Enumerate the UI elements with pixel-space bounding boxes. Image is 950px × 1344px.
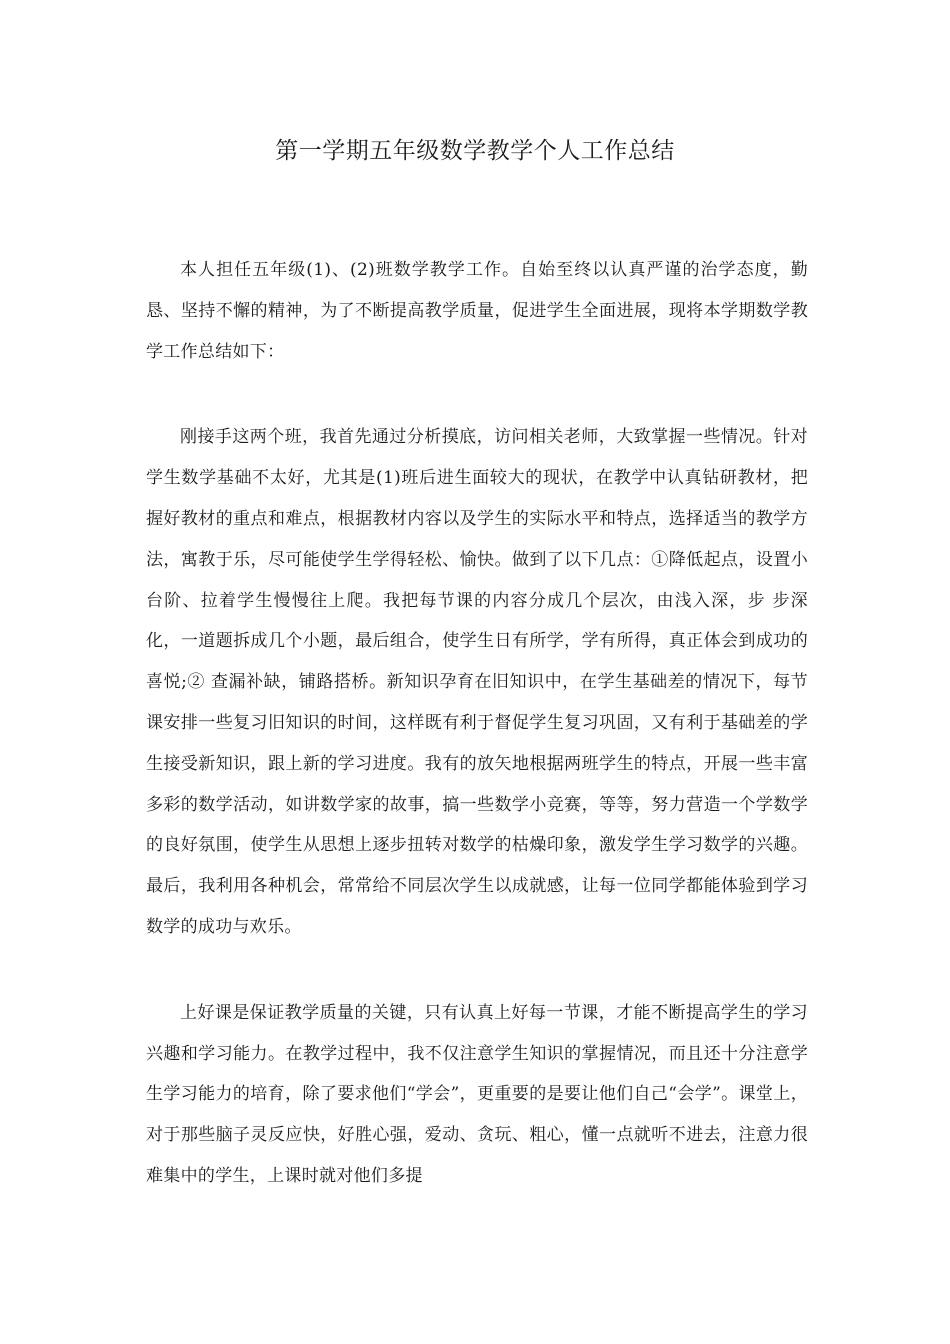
paragraph-teaching-methods: 刚接手这两个班，我首先通过分析摸底，访问相关老师，大致掌握一些情况。针对学生数学基础不太好，尤其是(1)班后进生面较大的现状，在教学中认真钻研教材，把握好教材的重点和难点，根据教材内容以及学生的实际水平和特点，选择适当的教学方法，寓教于乐，尽可能使学生学得轻松、愉快。做到了以下几点：①降低起点，设置小台阶、拉着学生慢慢往上爬。我把每节课的内容分成几个层次，由浅入深，步 步深化，一道题拆成几个小题，最后组合，使学生日有所学，学有所得，真正体会到成功的喜悦;② 查漏补缺，铺路搭桥。新知识孕育在旧知识中，在学生基础差的情况下，每节课安排一些复习旧知识的时间，这样既有利于督促学生复习巩固，又有利于基础差的学生接受新知识，跟上新的学习进度。我有的放矢地根据两班学生的特点，开展一些丰富多彩的数学活动，如讲数学家的故事，搞一些数学小竞赛，等等，努力营造一个学数学的良好氛围，使学生从思想上逐步扭转对数学的枯燥印象，激发学生学习数学的兴趣。最后，我利用各种机会，常常给不同层次学生以成就感，让每一位同学都能体验到学习数学的成功与欢乐。 [146,427,808,937]
paragraph-intro: 本人担任五年级(1)、(2)班数学教学工作。自始至终以认真严谨的治学态度，勤恳、坚持不懈的精神，为了不断提高教学质量，促进学生全面进展，现将本学期数学教学工作总结如下： [146,260,808,362]
document-body [146,250,808,1242]
paragraph-classroom: 上好课是保证教学质量的关键，只有认真上好每一节课，才能不断提高学生的学习兴趣和学习能力。在教学过程中，我不仅注意学生知识的掌握情况，而且还十分注意学生学习能力的培育，除了要求他们“学会”，更重要的是要让他们自己“会学”。课堂上，对于那些脑子灵反应快，好胜心强，爱动、贪玩、粗心，懂一点就听不进去，注意力很难集中的学生，上课时就对他们多提 [146,1002,808,1186]
document-title: 第一学期五年级数学教学个人工作总结 [275,138,675,164]
